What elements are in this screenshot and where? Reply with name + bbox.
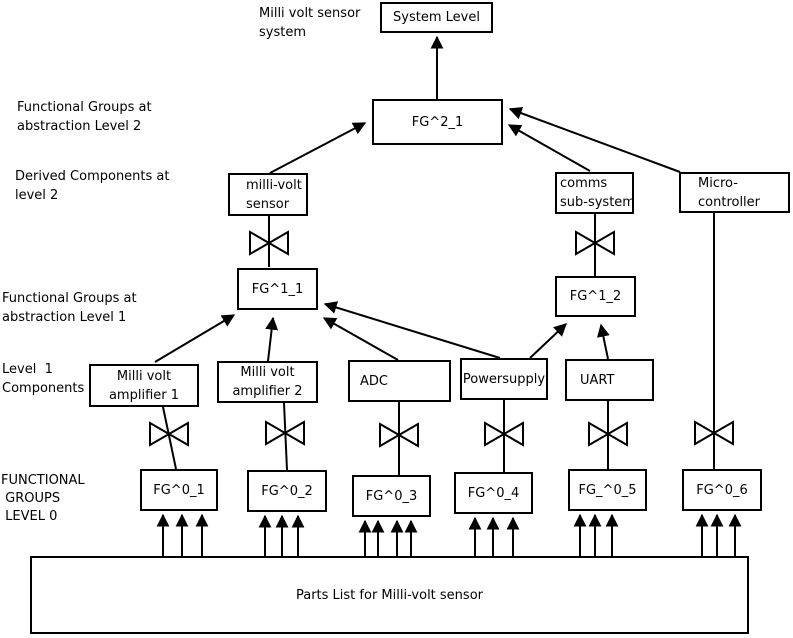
node-fg0-1: FG^0_1 — [140, 469, 218, 511]
node-fg1-2: FG^1_2 — [555, 276, 636, 317]
derivation-edges — [163, 213, 714, 475]
node-comms-sub-system: comms sub-system — [555, 172, 634, 214]
edge-adc-to-fg1_1 — [324, 318, 398, 360]
node-adc: ADC — [348, 360, 451, 402]
node-fg0-6: FG^0_6 — [682, 469, 762, 511]
node-fg0-4: FG^0_4 — [454, 472, 533, 514]
edge-amp1-to-fg1_1 — [155, 315, 234, 362]
edge-amp2-to-fg0_2 — [284, 403, 287, 470]
label-derived-components-level-2: Derived Components at level 2 — [15, 169, 170, 203]
edge-comms-to-fg2_1 — [509, 125, 590, 171]
node-fg2-1: FG^2_1 — [372, 99, 503, 145]
node-system-level: System Level — [380, 2, 493, 33]
node-milli-volt-amplifier-1: Milli volt amplifier 1 — [89, 364, 199, 407]
edge-uart-to-fg1_2 — [601, 325, 608, 359]
edge-psu-to-fg1_2 — [530, 324, 566, 358]
label-functional-groups-level-0: FUNCTIONAL GROUPS LEVEL 0 — [1, 473, 85, 524]
node-powersupply: Powersupply — [460, 358, 548, 400]
node-fg0-2: FG^0_2 — [247, 470, 327, 512]
label-level-1-components: Level 1 Components — [2, 362, 85, 396]
edge-amp2-to-fg1_1 — [268, 318, 273, 361]
label-functional-groups-level-2: Functional Groups at abstraction Level 2 — [17, 100, 152, 134]
bowtie-icon — [150, 423, 188, 445]
node-uart: UART — [565, 359, 654, 401]
node-fg0-5: FG_^0_5 — [568, 469, 647, 511]
node-micro-controller: Micro- controller — [679, 172, 790, 213]
edge-mv-sensor-to-fg2_1 — [270, 123, 365, 173]
node-milli-volt-sensor: milli-volt sensor — [228, 173, 308, 216]
label-functional-groups-level-1: Functional Groups at abstraction Level 1 — [2, 291, 137, 325]
diagram-title: Milli volt sensor system — [259, 6, 361, 40]
edge-psu-to-fg1_1 — [325, 304, 500, 358]
node-milli-volt-amplifier-2: Milli volt amplifier 2 — [217, 361, 318, 403]
node-fg0-3: FG^0_3 — [352, 475, 431, 517]
parts-feed-arrows — [163, 515, 735, 556]
node-fg1-1: FG^1_1 — [237, 268, 318, 310]
node-parts-list: Parts List for Milli-volt sensor — [30, 556, 749, 634]
